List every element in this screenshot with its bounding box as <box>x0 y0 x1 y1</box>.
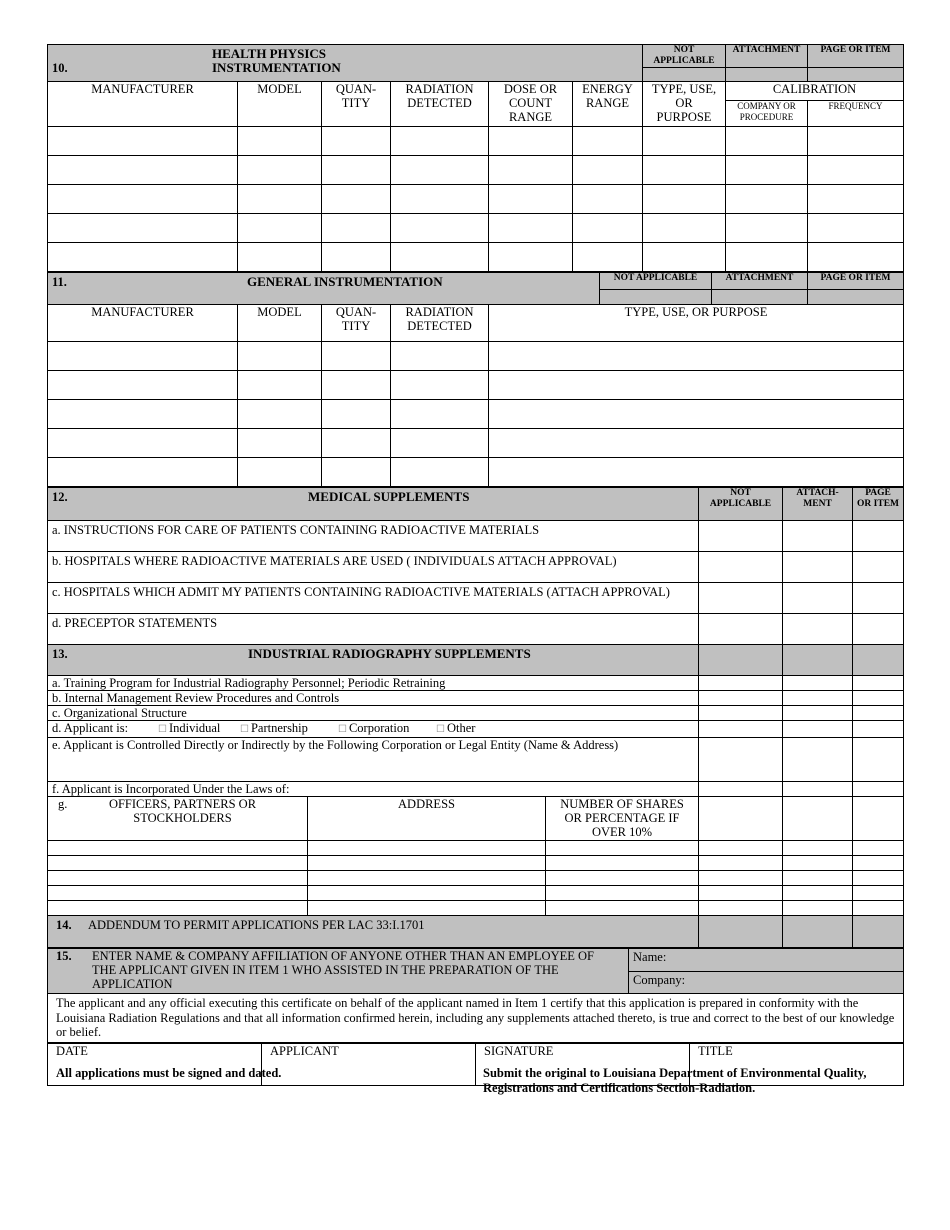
s13-col-address: ADDRESS <box>308 797 546 841</box>
section-10-header <box>48 45 643 82</box>
s13-item-b: b. Internal Management Review Procedures and Controls <box>48 691 699 706</box>
s10-na-label: NOT APPLICABLE <box>643 45 726 68</box>
applicant-label: APPLICANT <box>270 1043 339 1058</box>
s11-na-label: NOT APPLICABLE <box>600 273 712 290</box>
section-15-header <box>48 949 629 994</box>
table-row[interactable] <box>48 243 904 272</box>
s11-att-box[interactable] <box>712 289 808 304</box>
s13c-att-box[interactable] <box>783 706 853 721</box>
s12-item-a: a. INSTRUCTIONS FOR CARE OF PATIENTS CONTAINING RADIOACTIVE MATERIALS <box>48 521 699 552</box>
section-13-header <box>48 645 699 676</box>
section-10-title: HEALTH PHYSICS INSTRUMENTATION <box>212 46 341 75</box>
footer-submit-note: Submit the original to Louisiana Department of Environmental Quality, Registrations and Certifications Section-Radiation. <box>483 1066 867 1095</box>
s13b-na-box[interactable] <box>699 691 783 706</box>
s12b-att-box[interactable] <box>783 552 853 583</box>
s13-item-a: a. Training Program for Industrial Radiography Personnel; Periodic Retraining <box>48 676 699 691</box>
s12-item-b: b. HOSPITALS WHERE RADIOACTIVE MATERIALS ARE USED ( INDIVIDUALS ATTACH APPROVAL) <box>48 552 699 583</box>
s12c-na-box[interactable] <box>699 583 783 614</box>
s12-na-label: NOT APPLICABLE <box>699 488 783 521</box>
table-row[interactable] <box>48 901 904 916</box>
checkbox-icon[interactable]: ☐ <box>338 724 347 735</box>
col-radiation-detected: RADIATION DETECTED <box>391 305 489 342</box>
s14-na-box[interactable] <box>699 916 783 948</box>
s12c-page-box[interactable] <box>853 583 904 614</box>
title-label: TITLE <box>698 1043 733 1058</box>
s15-name-field[interactable] <box>629 949 904 972</box>
section-11-title: GENERAL INSTRUMENTATION <box>247 274 443 289</box>
s13c-na-box[interactable] <box>699 706 783 721</box>
section-11-number: 11. <box>52 275 67 289</box>
col-quantity: QUAN-TITY <box>322 305 391 342</box>
s13a-page-box[interactable] <box>853 676 904 691</box>
s13a-att-box[interactable] <box>783 676 853 691</box>
checkbox-icon[interactable]: ☐ <box>436 724 445 735</box>
footer-sign-note: All applications must be signed and dated. <box>56 1066 282 1080</box>
col-type-use: TYPE, USE, OR PURPOSE <box>643 82 726 127</box>
s13d-att-box[interactable] <box>783 721 853 738</box>
table-row[interactable] <box>48 458 904 487</box>
col-quantity: QUAN-TITY <box>322 82 391 127</box>
s10-att-box[interactable] <box>726 68 808 82</box>
table-row[interactable] <box>48 856 904 871</box>
s12b-page-box[interactable] <box>853 552 904 583</box>
section-10-number: 10. <box>52 61 68 75</box>
s13d-na-box[interactable] <box>699 721 783 738</box>
s15-name-label: Name: <box>633 950 667 964</box>
section-15-number: 15. <box>56 949 72 963</box>
s12-page-label: PAGE OR ITEM <box>853 488 904 521</box>
table-row[interactable] <box>48 342 904 371</box>
s11-page-label: PAGE OR ITEM <box>808 273 904 290</box>
table-row[interactable] <box>48 871 904 886</box>
s12b-na-box[interactable] <box>699 552 783 583</box>
col-radiation-detected: RADIATION DETECTED <box>391 82 489 127</box>
section-11-header <box>48 273 600 305</box>
s13c-page-box[interactable] <box>853 706 904 721</box>
s13b-page-box[interactable] <box>853 691 904 706</box>
section-11-table <box>47 272 904 487</box>
s13f-na-box[interactable] <box>699 782 783 797</box>
s13g-na-box[interactable] <box>699 797 783 841</box>
s12-att-label: ATTACH-MENT <box>783 488 853 521</box>
section-13-title: INDUSTRIAL RADIOGRAPHY SUPPLEMENTS <box>248 646 531 661</box>
s10-page-box[interactable] <box>808 68 904 82</box>
table-row[interactable] <box>48 127 904 156</box>
date-label: DATE <box>56 1043 88 1058</box>
col-dose-range: DOSE OR COUNT RANGE <box>489 82 573 127</box>
s12c-att-box[interactable] <box>783 583 853 614</box>
s13e-na-box[interactable] <box>699 738 783 782</box>
table-row[interactable] <box>48 371 904 400</box>
col-manufacturer: MANUFACTURER <box>48 82 238 127</box>
table-row[interactable] <box>48 214 904 243</box>
s13a-na-box[interactable] <box>699 676 783 691</box>
col-energy-range: ENERGY RANGE <box>573 82 643 127</box>
s10-na-box[interactable] <box>643 68 726 82</box>
section-15-text: ENTER NAME & COMPANY AFFILIATION OF ANYONE OTHER THAN AN EMPLOYEE OF THE APPLICANT GIVEN IN ITEM 1 WHO ASSISTED IN THE PREPARATION OF THE APPLICATION <box>92 949 594 991</box>
s13-applicant-label: d. Applicant is: <box>52 721 129 735</box>
s13e-page-box[interactable] <box>853 738 904 782</box>
section-14-text: ADDENDUM TO PERMIT APPLICATIONS PER LAC 33:I.1701 <box>88 918 425 932</box>
table-row[interactable] <box>48 156 904 185</box>
s13-item-g: g. <box>58 797 68 811</box>
section-12-15-table <box>47 487 904 948</box>
table-row[interactable] <box>48 400 904 429</box>
certification-text: The applicant and any official executing this certificate on behalf of the applicant named in Item 1 certify that this application is prepared in conformity with the Louisiana Radiation Regulations and that all information confirmed herein, including any supplements attached thereto, is true and correct to the best of our knowledge or belief. <box>48 994 904 1043</box>
s15-company-field[interactable] <box>629 972 904 994</box>
s12d-page-box[interactable] <box>853 614 904 645</box>
col-manufacturer: MANUFACTURER <box>48 305 238 342</box>
table-row[interactable] <box>48 429 904 458</box>
s12-item-c: c. HOSPITALS WHICH ADMIT MY PATIENTS CONTAINING RADIOACTIVE MATERIALS (ATTACH APPROVAL) <box>48 583 699 614</box>
checkbox-icon[interactable]: ☐ <box>240 724 249 735</box>
s13-item-e: e. Applicant is Controlled Directly or Indirectly by the Following Corporation or Legal Entity (Name & Address) <box>48 738 699 782</box>
section-10-table <box>47 44 904 272</box>
option-individual[interactable]: ☐ Individual <box>158 721 221 735</box>
s12d-att-box[interactable] <box>783 614 853 645</box>
s13g-att-box[interactable] <box>783 797 853 841</box>
section-15-table <box>47 948 904 1043</box>
col-model: MODEL <box>238 82 322 127</box>
col-calibration: CALIBRATION <box>726 82 904 101</box>
s13f-att-box[interactable] <box>783 782 853 797</box>
s14-att-box[interactable] <box>783 916 853 948</box>
section-12-number: 12. <box>52 490 68 504</box>
section-12-title: MEDICAL SUPPLEMENTS <box>308 489 470 504</box>
s13-item-c: c. Organizational Structure <box>48 706 699 721</box>
signature-label: SIGNATURE <box>484 1043 554 1058</box>
s12d-na-box[interactable] <box>699 614 783 645</box>
checkbox-icon[interactable]: ☐ <box>158 724 167 735</box>
s12a-att-box[interactable] <box>783 521 853 552</box>
s13g-page-box[interactable] <box>853 797 904 841</box>
s14-page-box[interactable] <box>853 916 904 948</box>
s12a-na-box[interactable] <box>699 521 783 552</box>
table-row[interactable] <box>48 185 904 214</box>
s10-att-label: ATTACHMENT <box>726 45 808 68</box>
s12a-page-box[interactable] <box>853 521 904 552</box>
col-type-use-purpose: TYPE, USE, OR PURPOSE <box>489 305 904 342</box>
s11-page-box[interactable] <box>808 289 904 304</box>
s13-col-shares: NUMBER OF SHARES OR PERCENTAGE IF OVER 10% <box>546 797 699 841</box>
s13-item-f: f. Applicant is Incorporated Under the Laws of: <box>48 782 699 797</box>
s13f-page-box[interactable] <box>853 782 904 797</box>
table-row[interactable] <box>48 841 904 856</box>
s11-att-label: ATTACHMENT <box>712 273 808 290</box>
s15-company-label: Company: <box>633 973 686 987</box>
s13b-att-box[interactable] <box>783 691 853 706</box>
section-13-number: 13. <box>52 647 68 661</box>
s13-col-officers: g. OFFICERS, PARTNERS OR STOCKHOLDERS <box>48 797 308 841</box>
section-14-number: 14. <box>56 918 72 932</box>
s13d-page-box[interactable] <box>853 721 904 738</box>
form-page <box>47 44 903 1086</box>
s13e-att-box[interactable] <box>783 738 853 782</box>
s12-item-d: d. PRECEPTOR STATEMENTS <box>48 614 699 645</box>
col-cal-company: COMPANY OR PROCEDURE <box>726 101 808 127</box>
option-other[interactable]: ☐ Other <box>436 721 476 735</box>
s10-page-label: PAGE OR ITEM <box>808 45 904 68</box>
section-12-header <box>48 488 699 521</box>
section-14-header <box>48 916 699 948</box>
col-cal-frequency: FREQUENCY <box>808 101 904 127</box>
s11-na-box[interactable] <box>600 289 712 304</box>
option-partnership[interactable]: ☐ Partnership <box>240 721 308 735</box>
col-model: MODEL <box>238 305 322 342</box>
s13-item-d <box>48 721 699 738</box>
table-row[interactable] <box>48 886 904 901</box>
option-corporation[interactable]: ☐ Corporation <box>338 721 410 735</box>
